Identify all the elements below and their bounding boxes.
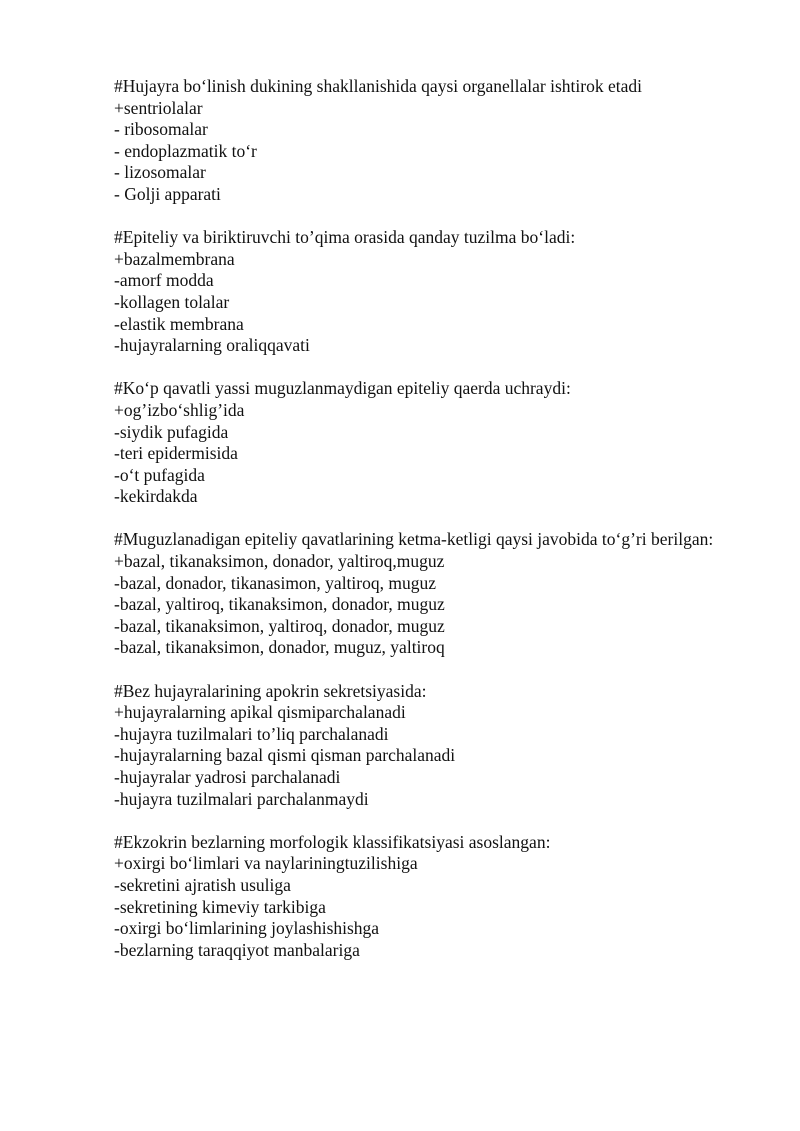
answer-option: -amorf modda	[114, 270, 214, 291]
answer-option: -bazal, tikanaksimon, donador, muguz, yaltiroq	[114, 637, 445, 658]
answer-option: - ribosomalar	[114, 119, 208, 140]
answer-option: -hujayralarning oraliqqavati	[114, 335, 310, 356]
question-block	[114, 227, 714, 357]
answer-option: -hujayralarning bazal qismi qisman parchalanadi	[114, 745, 456, 766]
answer-option-correct: +sentriolalar	[114, 97, 203, 118]
question-block	[114, 529, 714, 659]
answer-option: -hujayralar yadrosi parchalanadi	[114, 767, 341, 787]
answer-option: -sekretining kimeviy tarkibiga	[114, 896, 326, 917]
answer-option: -sekretini ajratish usuliga	[114, 874, 291, 895]
answer-option-correct: +bazalmembrana	[114, 248, 235, 269]
question-block	[114, 378, 714, 508]
question-block	[114, 76, 714, 206]
document-page	[114, 76, 714, 983]
answer-option: -oxirgi bo‘limlarining joylashishishga	[114, 918, 380, 939]
answer-option: - endoplazmatik to‘r	[114, 140, 257, 161]
answer-option-correct: +og’izbo‘shlig’ida	[114, 399, 245, 420]
question-text: #Ko‘p qavatli yassi muguzlanmaydigan epiteliy qaerda uchraydi:	[114, 378, 571, 399]
answer-option: -o‘t pufagida	[114, 464, 205, 485]
question-text: #Hujayra bo‘linish dukining shakllanishida qaysi organellalar ishtirok etadi	[114, 76, 642, 96]
answer-option: -teri epidermisida	[114, 443, 238, 464]
answer-option: - lizosomalar	[114, 162, 206, 183]
question-block	[114, 681, 714, 811]
answer-option: -kekirdakda	[114, 486, 198, 507]
question-text: #Epiteliy va biriktiruvchi to’qima orasida qanday tuzilma bo‘ladi:	[114, 227, 576, 248]
question-block	[114, 832, 714, 962]
answer-option: -siydik pufagida	[114, 421, 229, 442]
answer-option: -bazal, tikanaksimon, yaltiroq, donador, muguz	[114, 615, 445, 636]
answer-option-correct: +oxirgi bo‘limlari va naylariningtuzilishiga	[114, 853, 418, 874]
answer-option: -bazal, donador, tikanasimon, yaltiroq, muguz	[114, 572, 436, 593]
answer-option: -elastik membrana	[114, 313, 244, 334]
question-text: #Ekzokrin bezlarning morfologik klassifikatsiyasi asoslangan:	[114, 831, 551, 852]
answer-option: -hujayra tuzilmalari to’liq parchalanadi	[114, 723, 389, 744]
question-text: #Muguzlanadigan epiteliy qavatlarining ketma-ketligi qaysi javobida to‘g’ri berilgan:	[114, 529, 714, 550]
answer-option-correct: +bazal, tikanaksimon, donador, yaltiroq,muguz	[114, 551, 445, 572]
question-text: #Bez hujayralarining apokrin sekretsiyasida:	[114, 680, 427, 701]
answer-option: - Golji apparati	[114, 183, 221, 204]
answer-option: -bezlarning taraqqiyot manbalariga	[114, 939, 360, 960]
answer-option: -kollagen tolalar	[114, 291, 230, 312]
answer-option-correct: +hujayralarning apikal qismiparchalanadi	[114, 702, 406, 723]
answer-option: -bazal, yaltiroq, tikanaksimon, donador, muguz	[114, 594, 445, 615]
answer-option: -hujayra tuzilmalari parchalanmaydi	[114, 788, 369, 809]
